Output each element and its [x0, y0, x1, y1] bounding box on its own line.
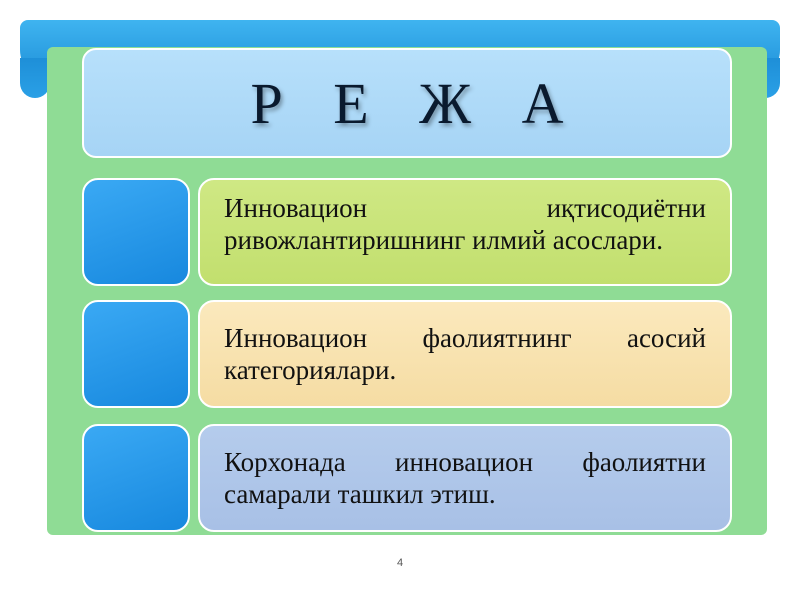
title-box [82, 48, 732, 158]
slide-title: Р Е Ж А [250, 70, 582, 136]
banner-curl-left [20, 58, 50, 98]
plan-item-3 [198, 424, 732, 532]
plan-item-1 [198, 178, 732, 286]
bullet-square-1 [82, 178, 190, 286]
page-number: 4 [396, 557, 404, 569]
plan-item-1-text: Инновацион иқтисодиётни ривожлантиришнинг илмий асослари. [224, 193, 706, 256]
plan-item-3-text: Корхонада инновацион фаолиятни самарали ташкил этиш. [224, 446, 706, 509]
plan-item-2 [198, 300, 732, 408]
plan-item-2-text: Инновацион фаолиятнинг асосий категориялари. [224, 322, 706, 385]
bullet-square-2 [82, 300, 190, 408]
bullet-square-3 [82, 424, 190, 532]
